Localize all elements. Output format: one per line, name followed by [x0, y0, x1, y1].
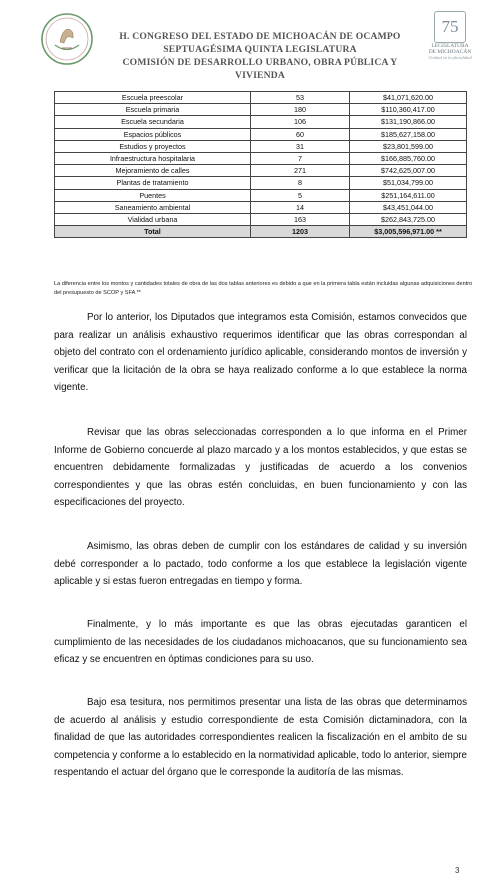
table-row	[55, 92, 467, 104]
paragraph-4: Finalmente, y lo más importante es que las obras ejecutadas garanticen el cumplimiento de las necesidades de los ciudadanos michoacanos, que su funcionamiento sea eficaz y se encuentren en óptimas condiciones para su uso.	[54, 619, 467, 666]
category-cell: Estudios y proyectos	[55, 140, 251, 152]
document-header	[100, 30, 420, 82]
coat-of-arms-seal-icon	[40, 12, 94, 66]
category-cell: Saneamiento ambiental	[55, 201, 251, 213]
category-cell: Plantas de tratamiento	[55, 177, 251, 189]
table-row	[55, 152, 467, 164]
amount-cell: $166,885,760.00	[350, 152, 467, 164]
logo-number: 75	[434, 11, 466, 43]
table-footnote: La diferencia entre los montos y cantidades totales de obra de las dos tablas anteriores es debido a que en la primera tabla están incluidas algunas adquisiciones dentro del presupuesto de SCOP y SFA **	[54, 281, 473, 296]
table-total-row	[55, 226, 467, 238]
amount-cell: $131,190,866.00	[350, 116, 467, 128]
table-row	[55, 140, 467, 152]
total-count: 1203	[251, 226, 350, 238]
count-cell: 7	[251, 152, 350, 164]
category-cell: Espacios públicos	[55, 128, 251, 140]
count-cell: 106	[251, 116, 350, 128]
amount-cell: $43,451,044.00	[350, 201, 467, 213]
category-cell: Puentes	[55, 189, 251, 201]
logo-text-michoacan: DE MICHOACÁN	[428, 49, 472, 55]
logo-motto: Unidad en la pluralidad	[428, 55, 472, 60]
count-cell: 271	[251, 165, 350, 177]
amount-cell: $23,801,599.00	[350, 140, 467, 152]
works-summary-table	[54, 91, 467, 238]
table-row	[55, 177, 467, 189]
amount-cell: $185,627,158.00	[350, 128, 467, 140]
legislature-name: SEPTUAGÉSIMA QUINTA LEGISLATURA	[163, 44, 357, 55]
amount-cell: $41,071,620.00	[350, 92, 467, 104]
count-cell: 31	[251, 140, 350, 152]
table-row	[55, 165, 467, 177]
paragraph-3: Asimismo, las obras deben de cumplir con los estándares de calidad y su inversión debé corresponder a lo pactado, todo conforme a los que establece la legislación vigente aplicable y si estas fueron entregadas en tiempo y forma.	[54, 541, 467, 588]
table-row	[55, 116, 467, 128]
table-row	[55, 213, 467, 225]
table-row	[55, 128, 467, 140]
count-cell: 14	[251, 201, 350, 213]
category-cell: Escuela primaria	[55, 104, 251, 116]
congress-name: H. CONGRESO DEL ESTADO DE MICHOACÁN DE OCAMPO	[119, 31, 401, 42]
category-cell: Mejoramiento de calles	[55, 165, 251, 177]
count-cell: 163	[251, 213, 350, 225]
category-cell: Infraestructura hospitalaria	[55, 152, 251, 164]
logo-text-legislatura: LEGISLATURA	[431, 43, 469, 49]
paragraph-2: Revisar que las obras seleccionadas corresponden a lo que informa en el Primer Informe de Gobierno concuerde al plazo marcado y a los montos establecidos, y que estas se encuentren debidamente formalizadas y justificadas de acuerdo a los convenios correspondientes y que las obras estén concluidas, en buen funcionamiento y con las especificaciones del proyecto.	[54, 427, 467, 509]
table-row	[55, 201, 467, 213]
amount-cell: $262,843,725.00	[350, 213, 467, 225]
amount-cell: $51,034,799.00	[350, 177, 467, 189]
amount-cell: $110,360,417.00	[350, 104, 467, 116]
paragraph-5: Bajo esa tesitura, nos permitimos presentar una lista de las obras que determinamos de acuerdo al análisis y estudio correspondiente de esta Comisión dictaminadora, con la finalidad de que las autoridades correspondientes realicen la fiscalización en el ambito de su competencia y conforme a lo establecido en la normatividad aplicable, todo lo anterior, siempre respentando el actuar del órgano que le corresponde la auditoría de las mismas.	[54, 697, 467, 779]
total-label: Total	[55, 226, 251, 238]
commission-name: COMISIÓN DE DESARROLLO URBANO, OBRA PÚBLICA Y VIVIENDA	[122, 57, 398, 81]
amount-cell: $742,625,007.00	[350, 165, 467, 177]
count-cell: 8	[251, 177, 350, 189]
table-row	[55, 189, 467, 201]
category-cell: Escuela preescolar	[55, 92, 251, 104]
total-amount: $3,005,596,971.00 **	[350, 226, 467, 238]
count-cell: 53	[251, 92, 350, 104]
count-cell: 5	[251, 189, 350, 201]
legislature-logo	[423, 11, 477, 67]
table-row	[55, 104, 467, 116]
category-cell: Escuela secundaria	[55, 116, 251, 128]
count-cell: 180	[251, 104, 350, 116]
count-cell: 60	[251, 128, 350, 140]
category-cell: Vialidad urbana	[55, 213, 251, 225]
page-number: 3	[455, 866, 460, 875]
amount-cell: $251,164,611.00	[350, 189, 467, 201]
paragraph-1: Por lo anterior, los Diputados que integramos esta Comisión, estamos convecidos que para realizar un análisis exhaustivo requerimos identificar que las obras correspondan al objeto del contrato con el ordenamiento jurídico aplicable, considerando montos de inversión y verificar que la licitación de la obra se haya realizado conforme a lo que establece la norma vigente.	[54, 312, 467, 394]
